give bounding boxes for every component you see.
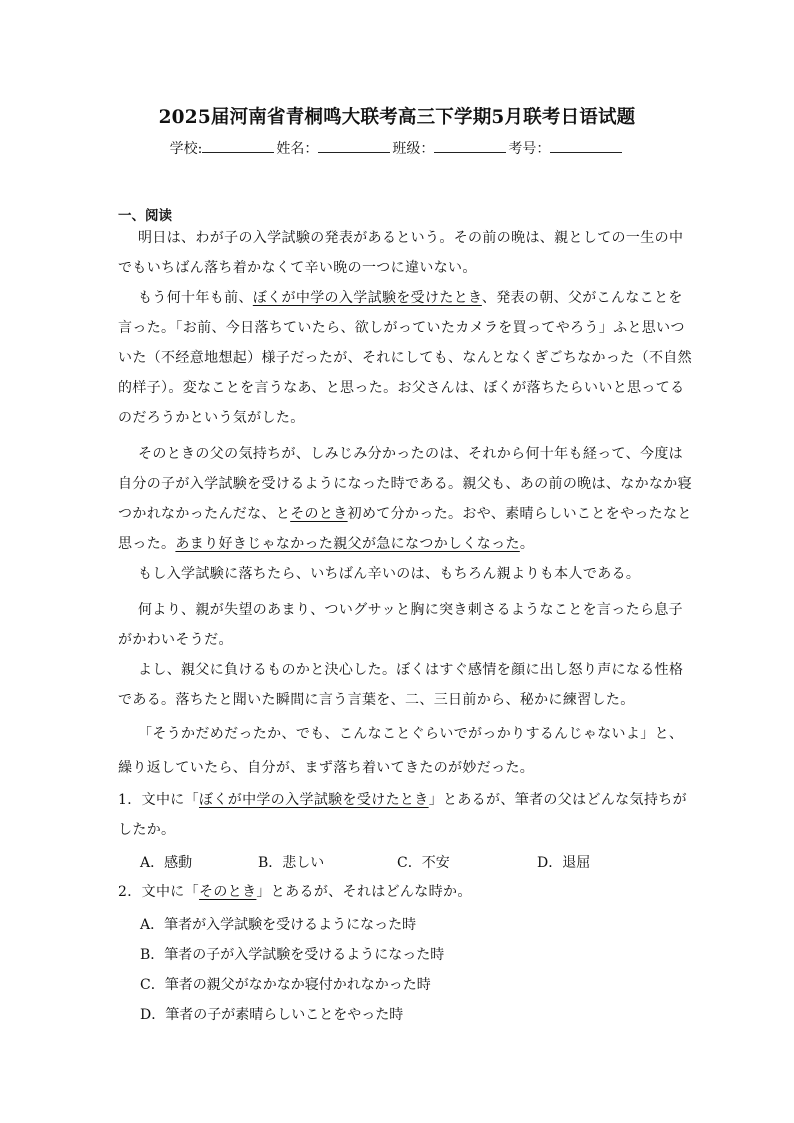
question-1: 1．文中に「ぼくが中学の入学試験を受けたとき」とあるが、筆者の父はどんな気持ちが	[118, 792, 687, 808]
passage-line: つかれなかったんだな、とそのとき初めて分かった。おや、素晴らしいことをやったなと	[118, 506, 692, 522]
passage-line: 思った。あまり好きじゃなかった親父が急になつかしくなった。	[118, 536, 535, 552]
name-label: 姓名：	[276, 141, 319, 157]
q1-option-c[interactable]: C．不安	[397, 855, 450, 871]
passage-line: のだろうかという気がした。	[118, 410, 305, 426]
passage-line: 的样子）。変なことを言うなあ、と思った。お父さんは、ぼくが落ちたらいいと思ってる	[118, 380, 685, 396]
underlined-phrase: ぼくが中学の入学試験を受けたとき	[252, 290, 482, 306]
section-heading: 一、阅读	[118, 208, 172, 224]
passage-line: でもいちばん落ち着かなくて辛い晩の一つに違いない。	[118, 260, 477, 276]
passage-line: そのときの父の気持ちが、しみじみ分かったのは、それから何十年も経って、今度は	[138, 446, 684, 462]
passage-line: 言った。「お前、今日落ちていたら、欲しがっていたカメラを買ってやろう」ふと思いつ	[118, 320, 685, 336]
school-label: 学校:	[169, 141, 203, 157]
underlined-phrase: ぼくが中学の入学試験を受けたとき	[199, 792, 429, 808]
name-blank	[318, 140, 390, 153]
number-label: 考号：	[508, 141, 551, 157]
school-blank	[202, 140, 274, 153]
student-info-line	[0, 138, 794, 158]
class-label: 班级：	[392, 141, 435, 157]
passage-line: もう何十年も前、ぼくが中学の入学試験を受けたとき、発表の朝、父がこんなことを	[138, 290, 683, 306]
underlined-phrase: そのとき	[199, 884, 257, 900]
q1-option-b[interactable]: B．悲しい	[258, 855, 325, 871]
underlined-phrase: あまり好きじゃなかった親父が急になつかしくなった	[175, 536, 520, 552]
number-blank	[550, 140, 622, 153]
passage-line: 繰り返していたら、自分が、まず落ち着いてきたのが妙だった。	[118, 760, 535, 776]
q2-option-d[interactable]: D．筆者の子が素晴らしいことをやった時	[140, 1007, 404, 1023]
passage-line: 明日は、わが子の入学試験の発表があるという。その前の晩は、親としての一生の中	[138, 230, 684, 246]
passage-line: いた（不经意地想起）様子だったが、それにしても、なんとなくぎごちなかった（不自然	[118, 350, 692, 366]
class-blank	[434, 140, 506, 153]
passage-line: がかわいそうだ。	[118, 632, 233, 648]
q1-option-d[interactable]: D．退屈	[537, 855, 591, 871]
passage-line: よし、親父に負けるものかと決心した。ぼくはすぐ感情を顔に出し怒り声になる性格	[138, 662, 684, 678]
q1-option-a[interactable]: A．感動	[140, 855, 193, 871]
q2-option-b[interactable]: B．筆者の子が入学試験を受けるようになった時	[140, 947, 445, 963]
passage-line: もし入学試験に落ちたら、いちばん辛いのは、もちろん親よりも本人である。	[138, 566, 641, 582]
page-title: 2025届河南省青桐鸣大联考高三下学期5月联考日语试题	[158, 107, 636, 128]
underlined-phrase: そのとき	[290, 506, 348, 522]
question-2: 2．文中に「そのとき」とあるが、それはどんな時か。	[118, 884, 472, 900]
question-1-cont: したか。	[118, 822, 176, 838]
passage-line: 「そうかだめだったか、でも、こんなことぐらいでがっかりするんじゃないよ」と、	[138, 726, 684, 742]
q2-option-c[interactable]: C．筆者の親父がなかなか寝付かれなかった時	[140, 977, 431, 993]
passage-line: 自分の子が入学試験を受けるようになった時である。親父も、あの前の晩は、なかなか寝	[118, 476, 692, 492]
passage-line: である。落ちたと聞いた瞬間に言う言葉を、二、三日前から、秘かに練習した。	[118, 692, 635, 708]
q2-option-a[interactable]: A．筆者が入学試験を受けるようになった時	[140, 917, 417, 933]
passage-line: 何より、親が失望のあまり、ついグサッと胸に突き刺さるようなことを言ったら息子	[138, 602, 684, 618]
